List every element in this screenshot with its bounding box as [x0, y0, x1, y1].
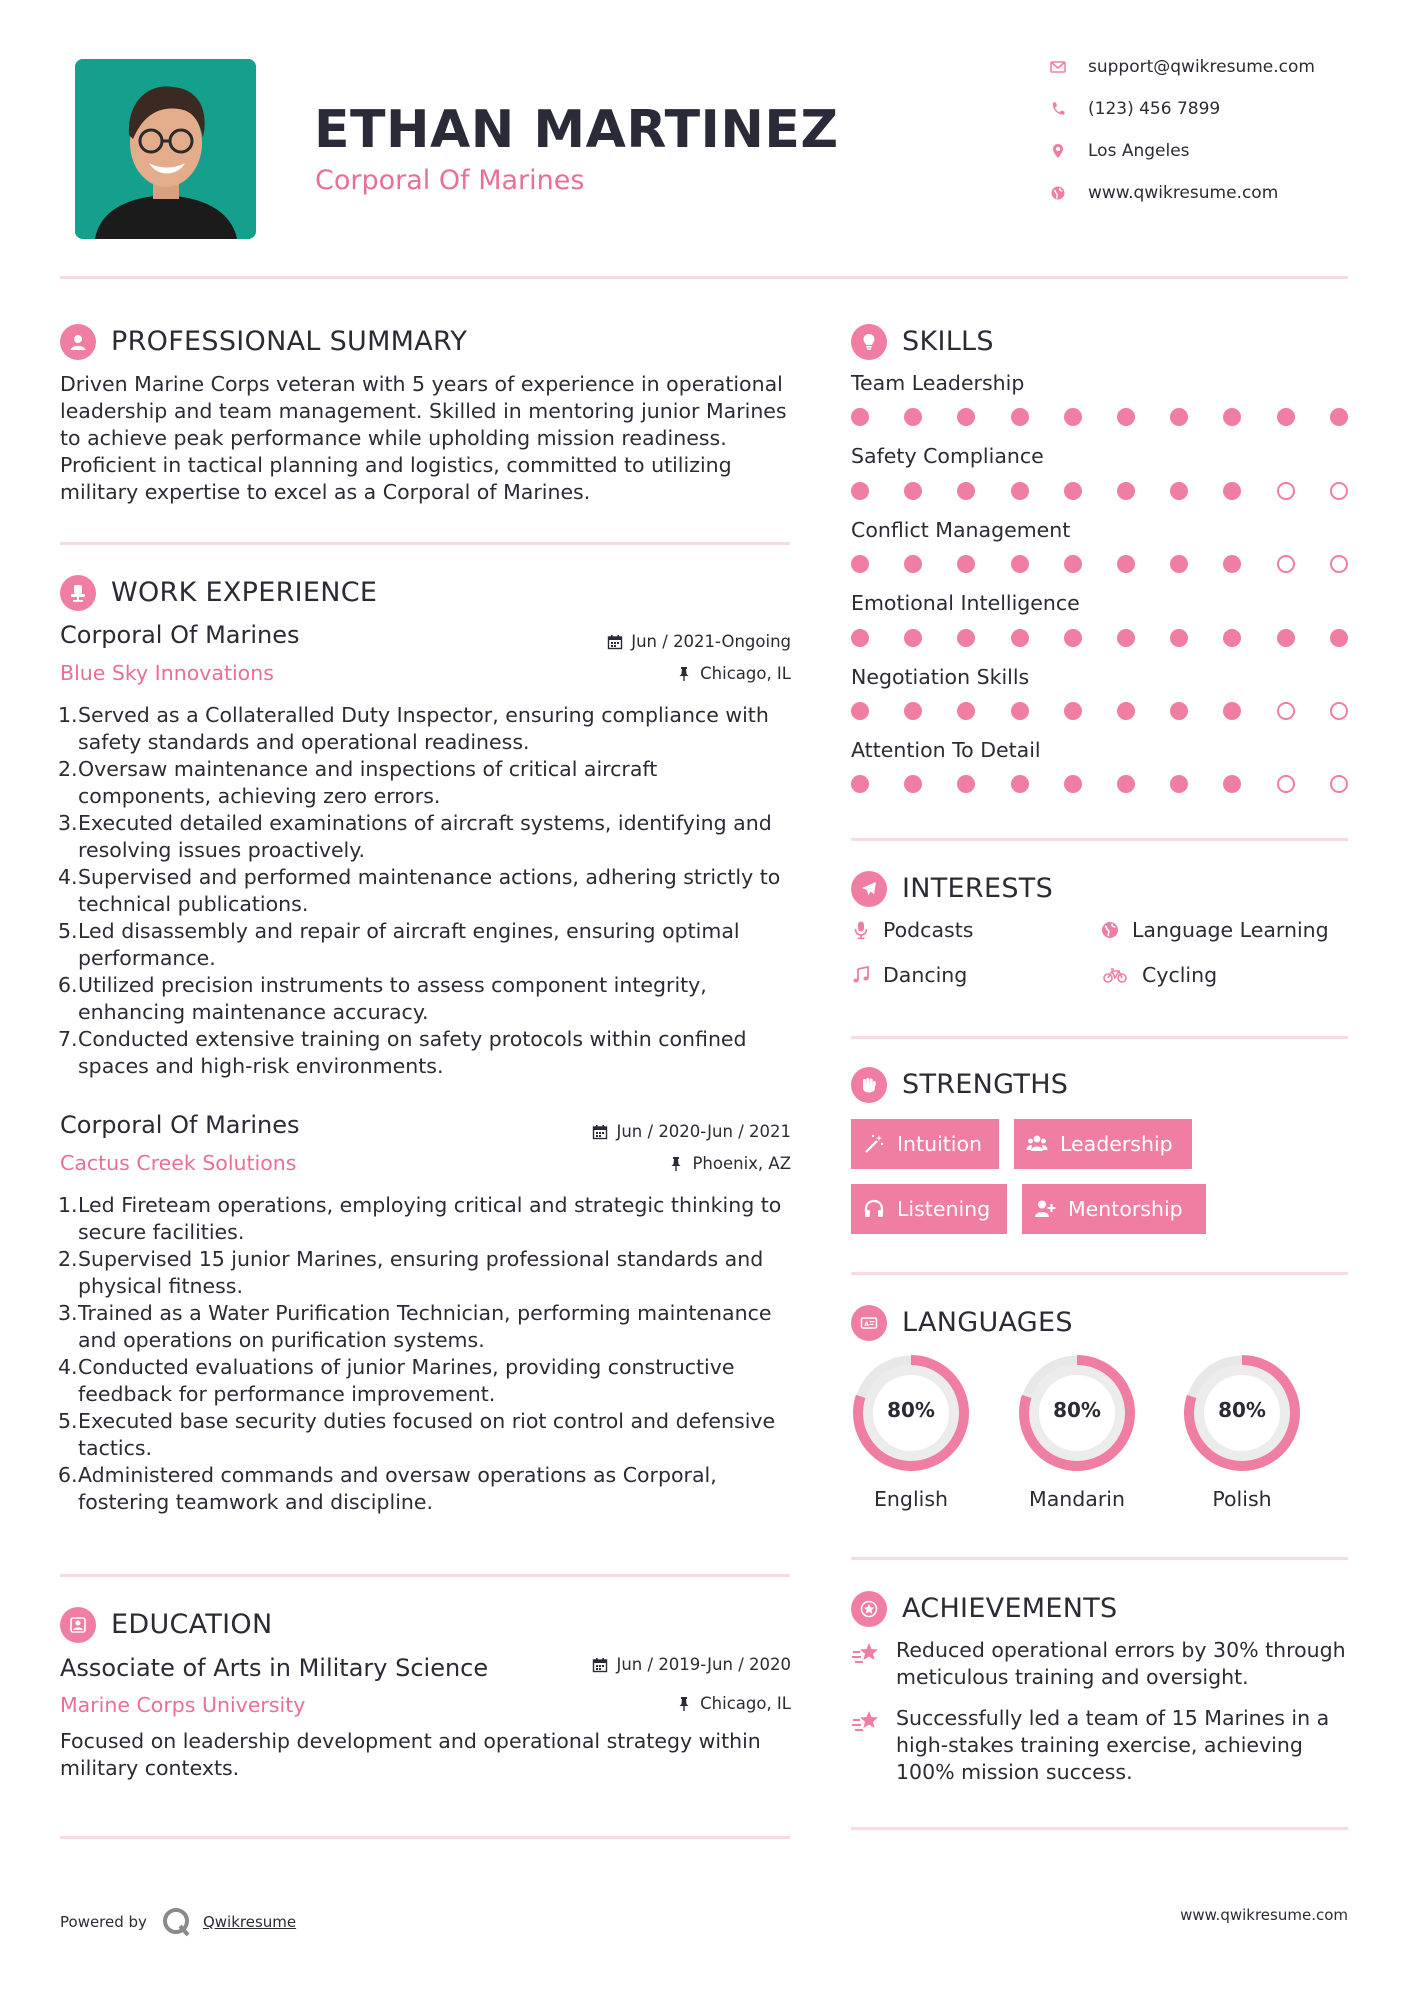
languages-heading: LANGUAGES: [902, 1307, 1073, 1338]
powered-by-text: Powered by: [60, 1913, 147, 1931]
pushpin-icon: [668, 1156, 684, 1172]
job-bullet: Executed base security duties focused on riot control and defensive tactics.: [78, 1409, 776, 1460]
skill-dot-filled: [1011, 629, 1029, 647]
skill-dot-filled: [851, 482, 869, 500]
interest-label: Cycling: [1142, 963, 1218, 987]
magic-wand-icon: [863, 1133, 885, 1155]
skill-dot-empty: [1277, 775, 1295, 793]
skill-dot-filled: [1064, 482, 1082, 500]
interest-label: Podcasts: [883, 918, 974, 942]
section-divider: [60, 1836, 790, 1839]
calendar-icon: [592, 1124, 608, 1140]
skill-dot-filled: [1011, 408, 1029, 426]
skill-dot-filled: [1330, 408, 1348, 426]
skill-dot-filled: [1117, 408, 1135, 426]
job-title: Corporal Of Marines: [60, 1111, 300, 1139]
candidate-title: Corporal Of Marines: [315, 165, 585, 196]
skill-dot-filled: [1170, 775, 1188, 793]
shooting-star-icon: [851, 1708, 881, 1736]
section-divider: [851, 1827, 1348, 1830]
skill-dot-filled: [1064, 629, 1082, 647]
lightbulb-icon: [851, 324, 887, 360]
skill-dot-filled: [957, 702, 975, 720]
language-progress-ring: [1016, 1352, 1138, 1474]
job-bullet: Served as a Collateralled Duty Inspector, ensuring compliance with safety standards and operational readiness.: [78, 703, 769, 754]
job-bullets: [78, 1192, 790, 1516]
skill-dot-filled: [851, 408, 869, 426]
pushpin-icon: [676, 666, 692, 682]
skill-dot-filled: [904, 775, 922, 793]
user-circle-icon: [60, 324, 96, 360]
skill-rating: [851, 629, 1351, 649]
skill-name: Conflict Management: [851, 518, 1071, 542]
skill-dot-filled: [1011, 702, 1029, 720]
skill-dot-empty: [1330, 555, 1348, 573]
job-dates: [592, 1122, 791, 1141]
skill-dot-filled: [851, 629, 869, 647]
skill-dot-empty: [1330, 775, 1348, 793]
job-bullet: Supervised and performed maintenance actions, adhering strictly to technical publications.: [78, 865, 781, 916]
skill-dot-filled: [957, 408, 975, 426]
skill-dot-filled: [1064, 555, 1082, 573]
globe-icon: [1100, 920, 1120, 940]
phone-icon: [1050, 101, 1088, 117]
skill-dot-empty: [1330, 702, 1348, 720]
skill-dot-empty: [1330, 482, 1348, 500]
job-company: Cactus Creek Solutions: [60, 1151, 297, 1175]
skill-dot-filled: [1117, 629, 1135, 647]
interests-heading: INTERESTS: [902, 873, 1054, 904]
interest-item: [1100, 918, 1329, 942]
graduate-icon: [60, 1607, 96, 1643]
skill-dot-filled: [904, 408, 922, 426]
skill-dot-filled: [1011, 555, 1029, 573]
job-title: Corporal Of Marines: [60, 621, 300, 649]
skill-dot-filled: [1170, 702, 1188, 720]
skill-dot-empty: [1277, 555, 1295, 573]
language-name: English: [873, 1487, 949, 1511]
footer-url[interactable]: www.qwikresume.com: [1180, 1906, 1348, 1924]
skills-heading: SKILLS: [902, 326, 994, 357]
experience-heading: WORK EXPERIENCE: [111, 577, 378, 608]
education-dates-text: Jun / 2019-Jun / 2020: [616, 1655, 791, 1674]
language-progress-ring: [850, 1352, 972, 1474]
language-percent: 80%: [1218, 1398, 1266, 1422]
skill-dot-empty: [1277, 702, 1295, 720]
skill-dot-filled: [957, 555, 975, 573]
raised-fist-icon: [851, 1067, 887, 1103]
achievement-text: Reduced operational errors by 30% through meticulous training and oversight.: [896, 1638, 1346, 1689]
language-name: Polish: [1212, 1487, 1272, 1511]
skill-dot-filled: [957, 629, 975, 647]
skill-dot-filled: [1064, 702, 1082, 720]
language-percent: 80%: [1053, 1398, 1101, 1422]
job-company: Blue Sky Innovations: [60, 661, 274, 685]
section-divider: [60, 1574, 790, 1577]
summary-heading: PROFESSIONAL SUMMARY: [111, 326, 468, 357]
headphones-icon: [863, 1198, 885, 1220]
job-bullet: Executed detailed examinations of aircraft systems, identifying and resolving issues proactively.: [78, 811, 772, 862]
contact-location: [1050, 141, 1380, 161]
skill-dot-filled: [851, 775, 869, 793]
skill-dot-filled: [1170, 555, 1188, 573]
qwikresume-logo-icon: [161, 1906, 193, 1938]
job-dates-text: Jun / 2020-Jun / 2021: [616, 1122, 791, 1141]
shooting-star-icon: [851, 1640, 881, 1668]
skill-dot-filled: [1223, 408, 1241, 426]
strength-badge: [1014, 1119, 1192, 1169]
skill-dot-filled: [957, 482, 975, 500]
education-description: Focused on leadership development and operational strategy within military contexts.: [60, 1729, 761, 1780]
skill-dot-filled: [957, 775, 975, 793]
skill-dot-filled: [1170, 629, 1188, 647]
footer-brand-link[interactable]: Qwikresume: [202, 1913, 297, 1931]
job-location-text: Chicago, IL: [700, 664, 791, 683]
skill-rating: [851, 555, 1351, 575]
globe-icon: [1050, 185, 1088, 201]
location-pin-icon: [1050, 143, 1088, 159]
footer-powered-by: [60, 1906, 296, 1938]
job-dates: [607, 632, 791, 651]
skill-dot-filled: [904, 555, 922, 573]
school-name: Marine Corps University: [60, 1693, 306, 1717]
skill-name: Safety Compliance: [851, 444, 1044, 468]
star-badge-icon: [851, 1591, 887, 1627]
skill-dot-filled: [1223, 482, 1241, 500]
education-location-text: Chicago, IL: [700, 1694, 791, 1713]
job-bullet: Conducted evaluations of junior Marines, providing constructive feedback for performance improvement.: [78, 1355, 735, 1406]
calendar-icon: [592, 1657, 608, 1673]
skill-dot-filled: [1011, 775, 1029, 793]
interest-label: Dancing: [883, 963, 968, 987]
section-divider: [851, 1036, 1348, 1039]
section-divider: [851, 838, 1348, 841]
skill-dot-filled: [851, 555, 869, 573]
user-plus-icon: [1034, 1198, 1056, 1220]
music-note-icon: [851, 965, 871, 985]
skill-dot-filled: [1117, 482, 1135, 500]
education-dates: [592, 1655, 791, 1674]
interest-label: Language Learning: [1132, 918, 1329, 942]
skill-dot-filled: [1117, 702, 1135, 720]
contact-website[interactable]: [1050, 183, 1380, 203]
education-location: [676, 1694, 791, 1713]
strength-badge: [1022, 1184, 1206, 1234]
job-location: [676, 664, 791, 683]
contact-website-text: www.qwikresume.com: [1088, 183, 1279, 203]
candidate-name: ETHAN MARTINEZ: [314, 100, 839, 160]
achievement-text: Successfully led a team of 15 Marines in a high-stakes training exercise, achieving 100% mission success.: [896, 1706, 1330, 1784]
profile-photo: [75, 59, 256, 239]
section-divider: [851, 1272, 1348, 1275]
job-location: [668, 1154, 791, 1173]
section-divider: [851, 1557, 1348, 1560]
skill-rating: [851, 482, 1351, 502]
contact-phone[interactable]: [1050, 99, 1380, 119]
briefcase-chair-icon: [60, 575, 96, 611]
skill-dot-filled: [1277, 629, 1295, 647]
interest-item: [1100, 963, 1217, 987]
skill-dot-filled: [1277, 408, 1295, 426]
achievements-heading: ACHIEVEMENTS: [902, 1593, 1118, 1624]
strength-label: Leadership: [1060, 1132, 1173, 1156]
strengths-heading: STRENGTHS: [902, 1069, 1069, 1100]
skill-dot-filled: [1330, 629, 1348, 647]
contact-email[interactable]: [1050, 57, 1380, 77]
skill-name: Attention To Detail: [851, 738, 1041, 762]
envelope-icon: [1050, 59, 1088, 75]
degree-title: Associate of Arts in Military Science: [60, 1654, 489, 1682]
job-bullet: Trained as a Water Purification Technician, performing maintenance and operations on purification systems.: [78, 1301, 772, 1352]
users-icon: [1026, 1133, 1048, 1155]
skill-dot-filled: [1170, 408, 1188, 426]
job-bullet: Oversaw maintenance and inspections of critical aircraft components, achieving zero errors.: [78, 757, 658, 808]
skill-dot-filled: [904, 629, 922, 647]
job-dates-text: Jun / 2021-Ongoing: [631, 632, 791, 651]
skill-dot-filled: [1170, 482, 1188, 500]
skill-dot-filled: [1117, 775, 1135, 793]
job-bullet: Conducted extensive training on safety protocols within confined spaces and high-risk environments.: [78, 1027, 747, 1078]
skill-dot-filled: [1223, 555, 1241, 573]
skill-dot-filled: [1223, 629, 1241, 647]
skill-name: Emotional Intelligence: [851, 591, 1080, 615]
skill-dot-filled: [851, 702, 869, 720]
interest-item: [851, 918, 973, 942]
education-heading: EDUCATION: [111, 1609, 273, 1640]
contact-phone-text: (123) 456 7899: [1088, 99, 1221, 119]
bicycle-icon: [1100, 965, 1130, 985]
contact-email-text: support@qwikresume.com: [1088, 57, 1315, 77]
microphone-icon: [851, 920, 871, 940]
calendar-icon: [607, 634, 623, 650]
summary-text: Driven Marine Corps veteran with 5 years of experience in operational leadership and team management. Skilled in mentoring junior Marines to achieve peak performance while upholding mission readiness. Proficient in tactical planning and logistics, committed to utilizing military expertise to excel as a Corporal of Marines.: [60, 372, 787, 504]
header-divider: [60, 276, 1348, 279]
strength-label: Listening: [897, 1197, 991, 1221]
strength-badge: [851, 1184, 1007, 1234]
skill-dot-filled: [1223, 775, 1241, 793]
language-percent: 80%: [887, 1398, 935, 1422]
skill-rating: [851, 702, 1351, 722]
job-bullets: [78, 702, 790, 1080]
paper-plane-icon: [851, 871, 887, 907]
skill-dot-filled: [904, 482, 922, 500]
job-location-text: Phoenix, AZ: [692, 1154, 791, 1173]
skill-name: Negotiation Skills: [851, 665, 1030, 689]
skill-dot-filled: [1117, 555, 1135, 573]
section-divider: [60, 542, 790, 545]
language-name: Mandarin: [1029, 1487, 1125, 1511]
job-bullet: Utilized precision instruments to assess component integrity, enhancing maintenance accuracy.: [78, 973, 707, 1024]
skill-dot-filled: [904, 702, 922, 720]
job-bullet: Administered commands and oversaw operations as Corporal, fostering teamwork and discipline.: [78, 1463, 717, 1514]
job-bullet: Led disassembly and repair of aircraft engines, ensuring optimal performance.: [78, 919, 740, 970]
skill-dot-empty: [1277, 482, 1295, 500]
contact-location-text: Los Angeles: [1088, 141, 1190, 161]
skill-rating: [851, 775, 1351, 795]
skill-dot-filled: [1011, 482, 1029, 500]
skill-rating: [851, 408, 1351, 428]
job-bullet: Supervised 15 junior Marines, ensuring professional standards and physical fitness.: [78, 1247, 764, 1298]
interest-item: [851, 963, 967, 987]
skill-dot-filled: [1064, 408, 1082, 426]
language-progress-ring: [1181, 1352, 1303, 1474]
job-bullet: Led Fireteam operations, employing critical and strategic thinking to secure facilities.: [78, 1193, 782, 1244]
strength-label: Intuition: [897, 1132, 983, 1156]
strength-badge: [851, 1119, 999, 1169]
strength-label: Mentorship: [1068, 1197, 1183, 1221]
skill-dot-filled: [1223, 702, 1241, 720]
skill-name: Team Leadership: [851, 371, 1025, 395]
skill-dot-filled: [1064, 775, 1082, 793]
pushpin-icon: [676, 1696, 692, 1712]
language-card-icon: [851, 1305, 887, 1341]
svg-text:A: A: [864, 1320, 869, 1328]
person-portrait-icon: [75, 59, 256, 239]
